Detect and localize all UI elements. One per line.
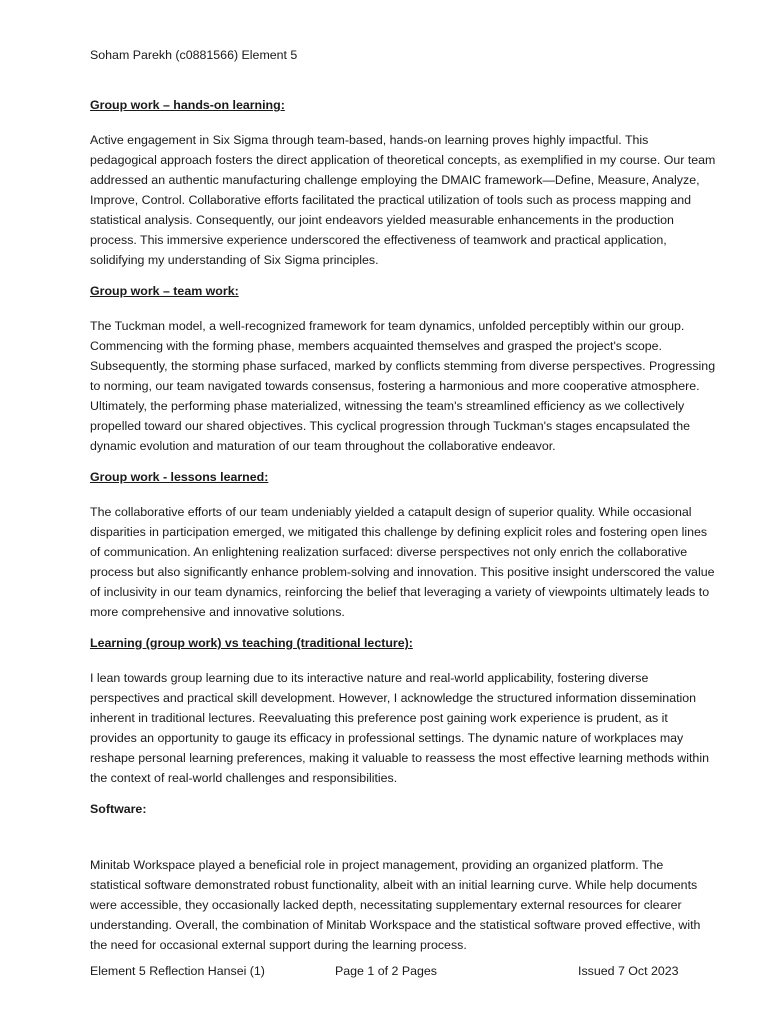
- section-team-work: [90, 283, 716, 456]
- document-header: Soham Parekh (c0881566) Element 5: [90, 48, 298, 62]
- section-paragraph: The collaborative efforts of our team undeniably yielded a catapult design of superior quality. While occasional disparities in participation emerged, we mitigated this challenge by defining explicit roles and fostering open lines of communication. An enlightening realization surfaced: diverse perspectives not only enrich the collaborative process but also significantly enhance problem-solving and innovation. This positive insight underscored the value of inclusivity in our team dynamics, reinforcing the belief that leveraging a variety of viewpoints ultimately leads to more comprehensive and innovative solutions.: [90, 505, 715, 619]
- footer-page-number: Page 1 of 2 Pages: [335, 964, 437, 978]
- section-paragraph: The Tuckman model, a well-recognized framework for team dynamics, unfolded perceptibly within our group. Commencing with the forming phase, members acquainted themselves and grasped the project's scope. Subsequently, the storming phase surfaced, marked by conflicts stemming from diverse perspectives. Progressing to norming, our team navigated towards consensus, fostering a harmonious and more cooperative atmosphere. Ultimately, the performing phase materialized, witnessing the team's streamlined efficiency as we collectively propelled toward our shared objectives. This cyclical progression through Tuckman's stages encapsulated the dynamic evolution and maturation of our team throughout the collaborative endeavor.: [90, 319, 716, 453]
- section-spacer: [90, 834, 716, 855]
- section-lessons-learned: [90, 469, 716, 622]
- section-software: [90, 801, 716, 955]
- section-hands-on-learning: [90, 97, 716, 270]
- section-paragraph: Minitab Workspace played a beneficial role in project management, providing an organized platform. The statistical software demonstrated robust functionality, albeit with an initial learning curve. While help documents were accessible, they occasionally lacked depth, necessitating supplementary external resources for clearer understanding. Overall, the combination of Minitab Workspace and the statistical software proved effective, with the need for occasional external support during the learning process.: [90, 858, 701, 952]
- footer-issue-date: Issued 7 Oct 2023: [578, 964, 679, 978]
- section-paragraph: Active engagement in Six Sigma through team-based, hands-on learning proves highly impactful. This pedagogical approach fosters the direct application of theoretical concepts, as exemplified in my course. Our team addressed an authentic manufacturing challenge employing the DMAIC framework—Define, Measure, Analyze, Improve, Control. Collaborative efforts facilitated the practical utilization of tools such as process mapping and statistical analysis. Consequently, our joint endeavors yielded measurable enhancements in the production process. This immersive experience underscored the effectiveness of teamwork and practical application, solidifying my understanding of Six Sigma principles.: [90, 133, 716, 267]
- section-learning-vs-teaching: [90, 635, 716, 788]
- section-heading: Software:: [90, 802, 147, 816]
- footer-document-name: Element 5 Reflection Hansei (1): [90, 964, 265, 978]
- section-heading: Group work - lessons learned:: [90, 470, 269, 484]
- section-heading: Group work – team work:: [90, 284, 239, 298]
- section-heading: Group work – hands-on learning:: [90, 98, 285, 112]
- section-paragraph: I lean towards group learning due to its interactive nature and real-world applicability, fostering diverse perspectives and practical skill development. However, I acknowledge the structured information dissemination inherent in traditional lectures. Reevaluating this preference post gaining work experience is prudent, as it provides an opportunity to gauge its efficacy in professional settings. The dynamic nature of workplaces may reshape personal learning preferences, making it valuable to reassess the most effective learning methods within the context of real-world challenges and responsibilities.: [90, 671, 709, 785]
- section-heading: Learning (group work) vs teaching (traditional lecture):: [90, 636, 413, 650]
- document-body: [90, 97, 716, 968]
